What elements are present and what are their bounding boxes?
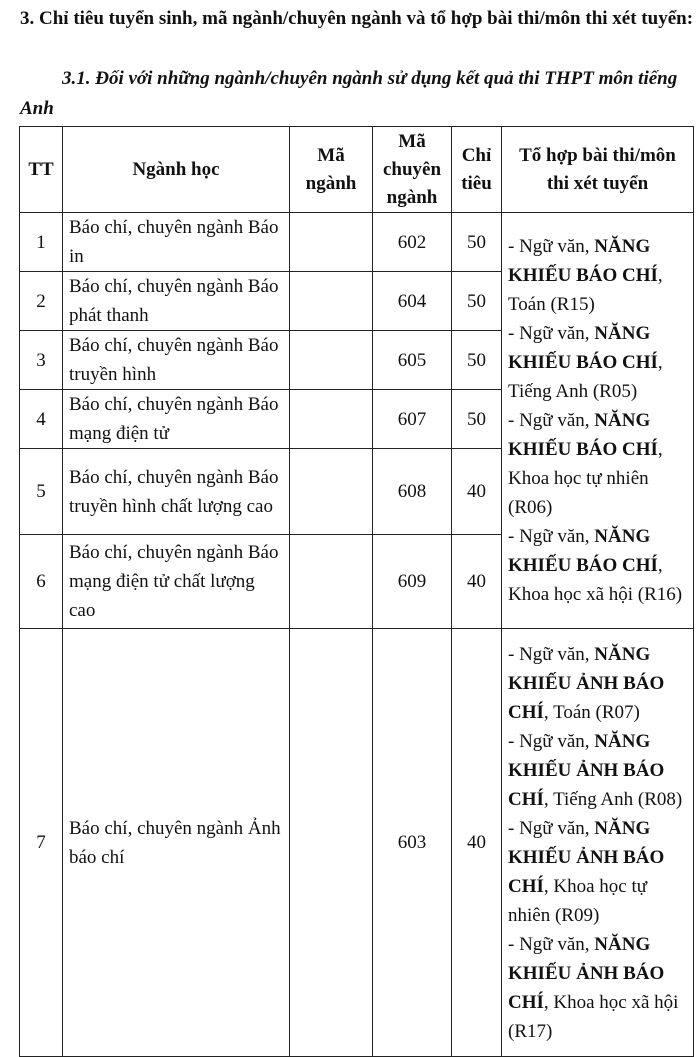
table-row (20, 629, 694, 1057)
cell-ma-nganh (290, 390, 373, 449)
cell-ma-nganh (290, 213, 373, 272)
cell-ma-nganh (290, 535, 373, 629)
combo-item: - Ngữ văn, NĂNG KHIẾU BÁO CHÍ, Tiếng Anh (R05) (508, 323, 663, 402)
cell-ma-nganh (290, 272, 373, 331)
cell-nganh-hoc: Báo chí, chuyên ngành Báo mạng điện tử (63, 390, 290, 449)
header-to-hop: Tổ hợp bài thi/môn thi xét tuyển (502, 127, 694, 213)
cell-tt: 5 (20, 449, 63, 535)
cell-nganh-hoc: Báo chí, chuyên ngành Báo truyền hình (63, 331, 290, 390)
cell-chi-tieu: 50 (452, 390, 502, 449)
header-nganh-hoc: Ngành học (63, 127, 290, 213)
cell-tt: 4 (20, 390, 63, 449)
combo-item: - Ngữ văn, NĂNG KHIẾU BÁO CHÍ, Khoa học tự nhiên (R06) (508, 410, 663, 518)
combo-item: - Ngữ văn, NĂNG KHIẾU ẢNH BÁO CHÍ, Khoa học tự nhiên (R09) (508, 817, 665, 926)
combo-item: - Ngữ văn, NĂNG KHIẾU ẢNH BÁO CHÍ, Toán (R07) (508, 643, 665, 723)
cell-tt: 7 (20, 629, 63, 1057)
cell-tt: 3 (20, 331, 63, 390)
cell-nganh-hoc: Báo chí, chuyên ngành Báo mạng điện tử chất lượng cao (63, 535, 290, 629)
cell-ma-chuyen-nganh: 609 (373, 535, 452, 629)
cell-ma-nganh (290, 629, 373, 1057)
combo-item: - Ngữ văn, NĂNG KHIẾU ẢNH BÁO CHÍ, Tiếng Anh (R08) (508, 730, 683, 810)
cell-to-hop-group1 (502, 213, 694, 629)
cell-ma-chuyen-nganh: 608 (373, 449, 452, 535)
cell-ma-chuyen-nganh: 602 (373, 213, 452, 272)
cell-nganh-hoc: Báo chí, chuyên ngành Báo in (63, 213, 290, 272)
cell-to-hop-group2 (502, 629, 694, 1057)
cell-chi-tieu: 50 (452, 272, 502, 331)
header-ma-chuyen-nganh: Mã chuyên ngành (373, 127, 452, 213)
cell-chi-tieu: 40 (452, 449, 502, 535)
cell-nganh-hoc: Báo chí, chuyên ngành Báo truyền hình chất lượng cao (63, 449, 290, 535)
cell-chi-tieu: 50 (452, 331, 502, 390)
header-tt: TT (20, 127, 63, 213)
table-header-row (20, 127, 694, 213)
cell-nganh-hoc: Báo chí, chuyên ngành Báo phát thanh (63, 272, 290, 331)
admission-table (19, 126, 694, 1057)
section-heading: 3. Chỉ tiêu tuyển sinh, mã ngành/chuyên ngành và tổ hợp bài thi/môn thi xét tuyển: (20, 8, 694, 29)
header-chi-tieu: Chỉ tiêu (452, 127, 502, 213)
cell-tt: 2 (20, 272, 63, 331)
cell-chi-tieu: 40 (452, 535, 502, 629)
cell-ma-chuyen-nganh: 605 (373, 331, 452, 390)
cell-ma-chuyen-nganh: 603 (373, 629, 452, 1057)
combo-item: - Ngữ văn, NĂNG KHIẾU BÁO CHÍ, Khoa học xã hội (R16) (508, 526, 683, 605)
cell-chi-tieu: 50 (452, 213, 502, 272)
cell-nganh-hoc: Báo chí, chuyên ngành Ảnh báo chí (63, 629, 290, 1057)
cell-tt: 1 (20, 213, 63, 272)
combo-item: - Ngữ văn, NĂNG KHIẾU ẢNH BÁO CHÍ, Khoa học xã hội (R17) (508, 933, 679, 1042)
cell-ma-nganh (290, 331, 373, 390)
cell-tt: 6 (20, 535, 63, 629)
cell-ma-chuyen-nganh: 607 (373, 390, 452, 449)
header-ma-nganh: Mã ngành (290, 127, 373, 213)
subsection-heading: 3.1. Đối với những ngành/chuyên ngành sử dụng kết quả thi THPT môn tiếng Anh (20, 68, 678, 119)
table-row (20, 213, 694, 272)
cell-chi-tieu: 40 (452, 629, 502, 1057)
cell-ma-nganh (290, 449, 373, 535)
cell-ma-chuyen-nganh: 604 (373, 272, 452, 331)
combo-item: - Ngữ văn, NĂNG KHIẾU BÁO CHÍ, Toán (R15) (508, 236, 663, 315)
